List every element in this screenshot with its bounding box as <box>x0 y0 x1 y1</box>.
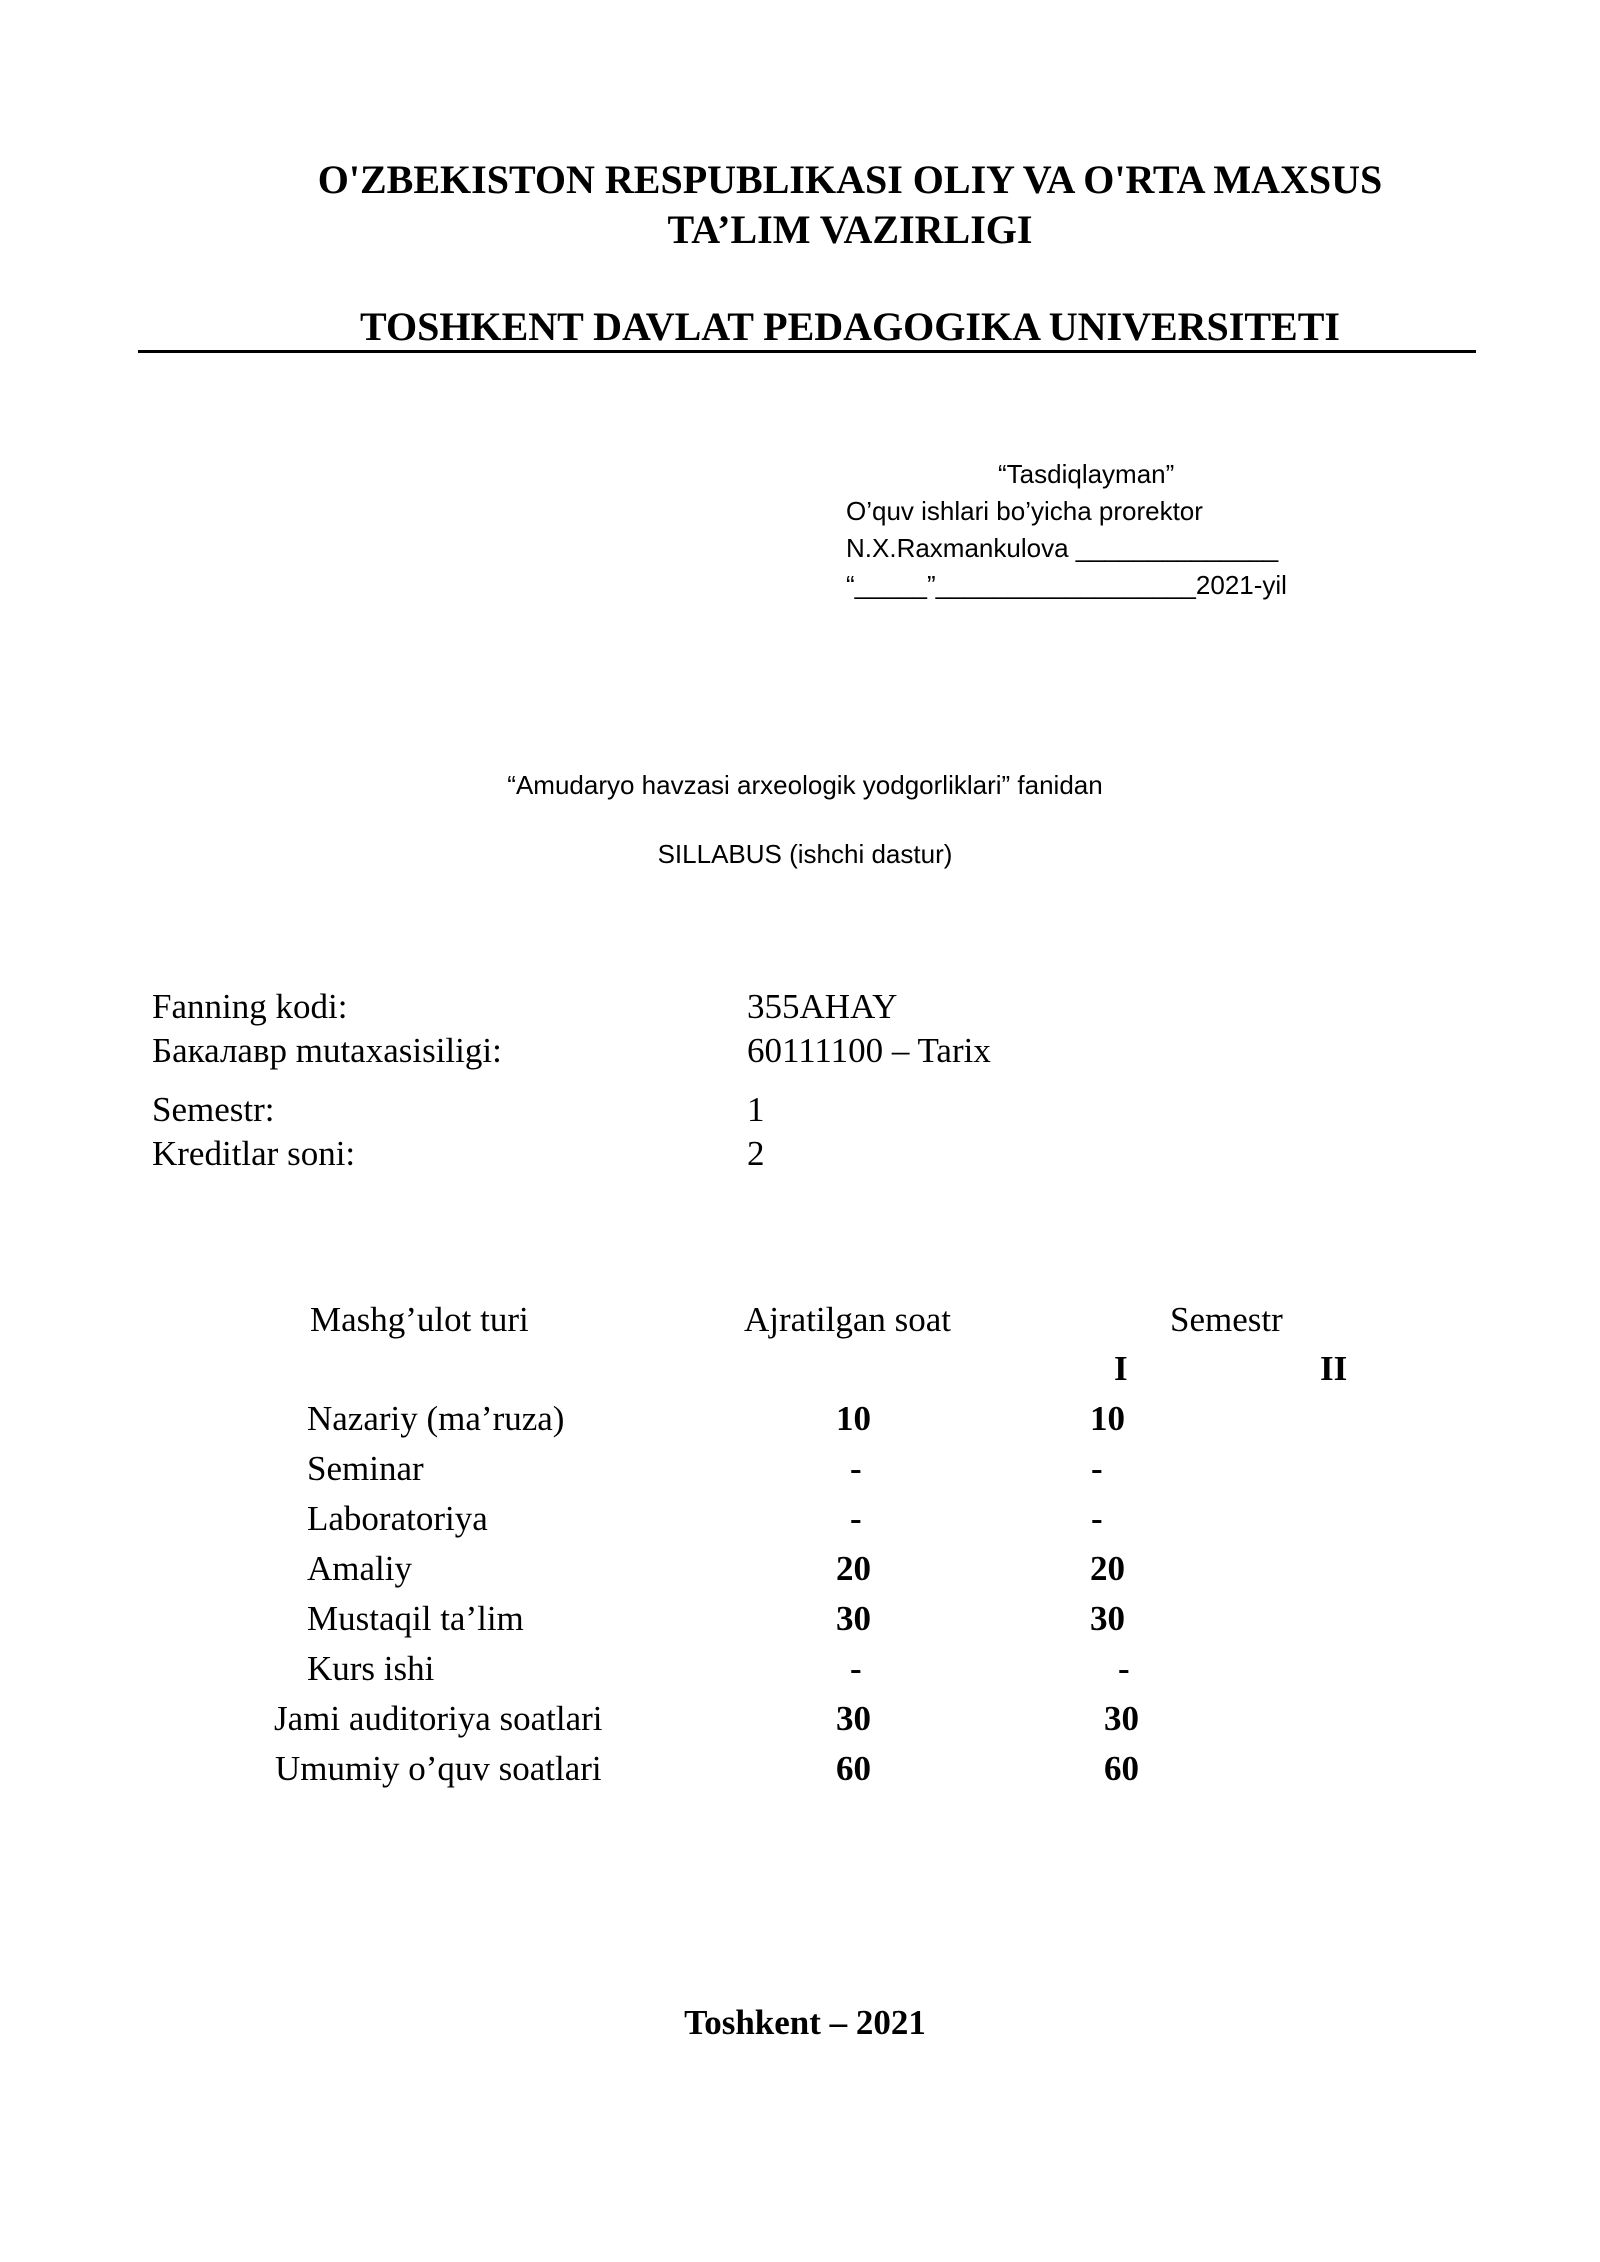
ministry-line-1: O'ZBEKISTON RESPUBLIKASI OLIY VA O'RTA MAXSUS <box>317 157 1383 202</box>
row-allocated: 30 <box>836 1699 871 1738</box>
approval-block <box>846 456 1287 604</box>
row-label: Laboratoriya <box>307 1499 488 1538</box>
ministry-line-2: TA’LIM VAZIRLIGI <box>667 207 1033 252</box>
row-allocated: - <box>850 1449 862 1488</box>
row-allocated: 10 <box>836 1399 871 1438</box>
semester-label: Semestr: <box>152 1090 275 1129</box>
row-label: Nazariy (ma’ruza) <box>307 1399 565 1438</box>
row-sem1: 30 <box>1104 1699 1139 1738</box>
university-name: TOSHKENT DAVLAT PEDAGOGIKA UNIVERSITETI <box>360 304 1340 349</box>
footer-place-year: Toshkent – 2021 <box>684 2003 926 2042</box>
header-semester: Semestr <box>1170 1300 1283 1339</box>
row-label: Umumiy o’quv soatlari <box>275 1749 602 1788</box>
row-label: Mustaqil ta’lim <box>307 1599 524 1638</box>
course-info <box>152 985 991 1176</box>
row-label: Jami auditoriya soatlari <box>274 1699 603 1738</box>
row-sem1: 30 <box>1090 1599 1125 1638</box>
header-divider <box>138 350 1476 353</box>
code-label: Fanning kodi: <box>152 987 348 1026</box>
row-label: Seminar <box>307 1449 424 1488</box>
header-allocated: Ajratilgan soat <box>744 1300 952 1339</box>
row-allocated: 60 <box>836 1749 871 1788</box>
semester-value: 1 <box>747 1090 765 1129</box>
ministry-title <box>0 155 1600 255</box>
approval-date: “_____”__________________2021-yil <box>846 570 1287 600</box>
row-sem1: - <box>1091 1449 1103 1488</box>
document-type: SILLABUS (ishchi dastur) <box>657 839 953 869</box>
info-row-code <box>152 985 898 1029</box>
info-row-credits <box>152 1132 765 1176</box>
credits-value: 2 <box>747 1134 765 1173</box>
row-sem1: 10 <box>1090 1399 1125 1438</box>
specialty-label: Бакалавр mutaxasisiligi: <box>152 1031 502 1070</box>
approval-signatory: N.X.Raxmankulova ______________ <box>846 533 1279 563</box>
row-allocated: 20 <box>836 1549 871 1588</box>
row-allocated: - <box>850 1499 862 1538</box>
subject-title: “Amudaryo havzasi arxeologik yodgorliklari” fanidan <box>507 770 1103 800</box>
header-semester-2: II <box>1320 1349 1348 1388</box>
row-sem1: - <box>1091 1499 1103 1538</box>
header-type: Mashg’ulot turi <box>310 1300 529 1339</box>
credits-label: Kreditlar soni: <box>152 1134 356 1173</box>
row-sem1: - <box>1118 1649 1130 1688</box>
specialty-value: 60111100 – Tarix <box>747 1031 991 1070</box>
row-label: Kurs ishi <box>307 1649 435 1688</box>
row-sem1: 60 <box>1104 1749 1139 1788</box>
row-allocated: 30 <box>836 1599 871 1638</box>
approval-position: O’quv ishlari bo’yicha prorektor <box>846 496 1203 526</box>
approval-title: “Tasdiqlayman” <box>998 459 1175 489</box>
row-allocated: - <box>850 1649 862 1688</box>
info-row-specialty <box>152 1029 991 1073</box>
info-row-semester <box>152 1088 765 1132</box>
row-sem1: 20 <box>1090 1549 1125 1588</box>
header-semester-1: I <box>1114 1349 1128 1388</box>
code-value: 355AHAY <box>747 987 898 1026</box>
row-label: Amaliy <box>307 1549 412 1588</box>
